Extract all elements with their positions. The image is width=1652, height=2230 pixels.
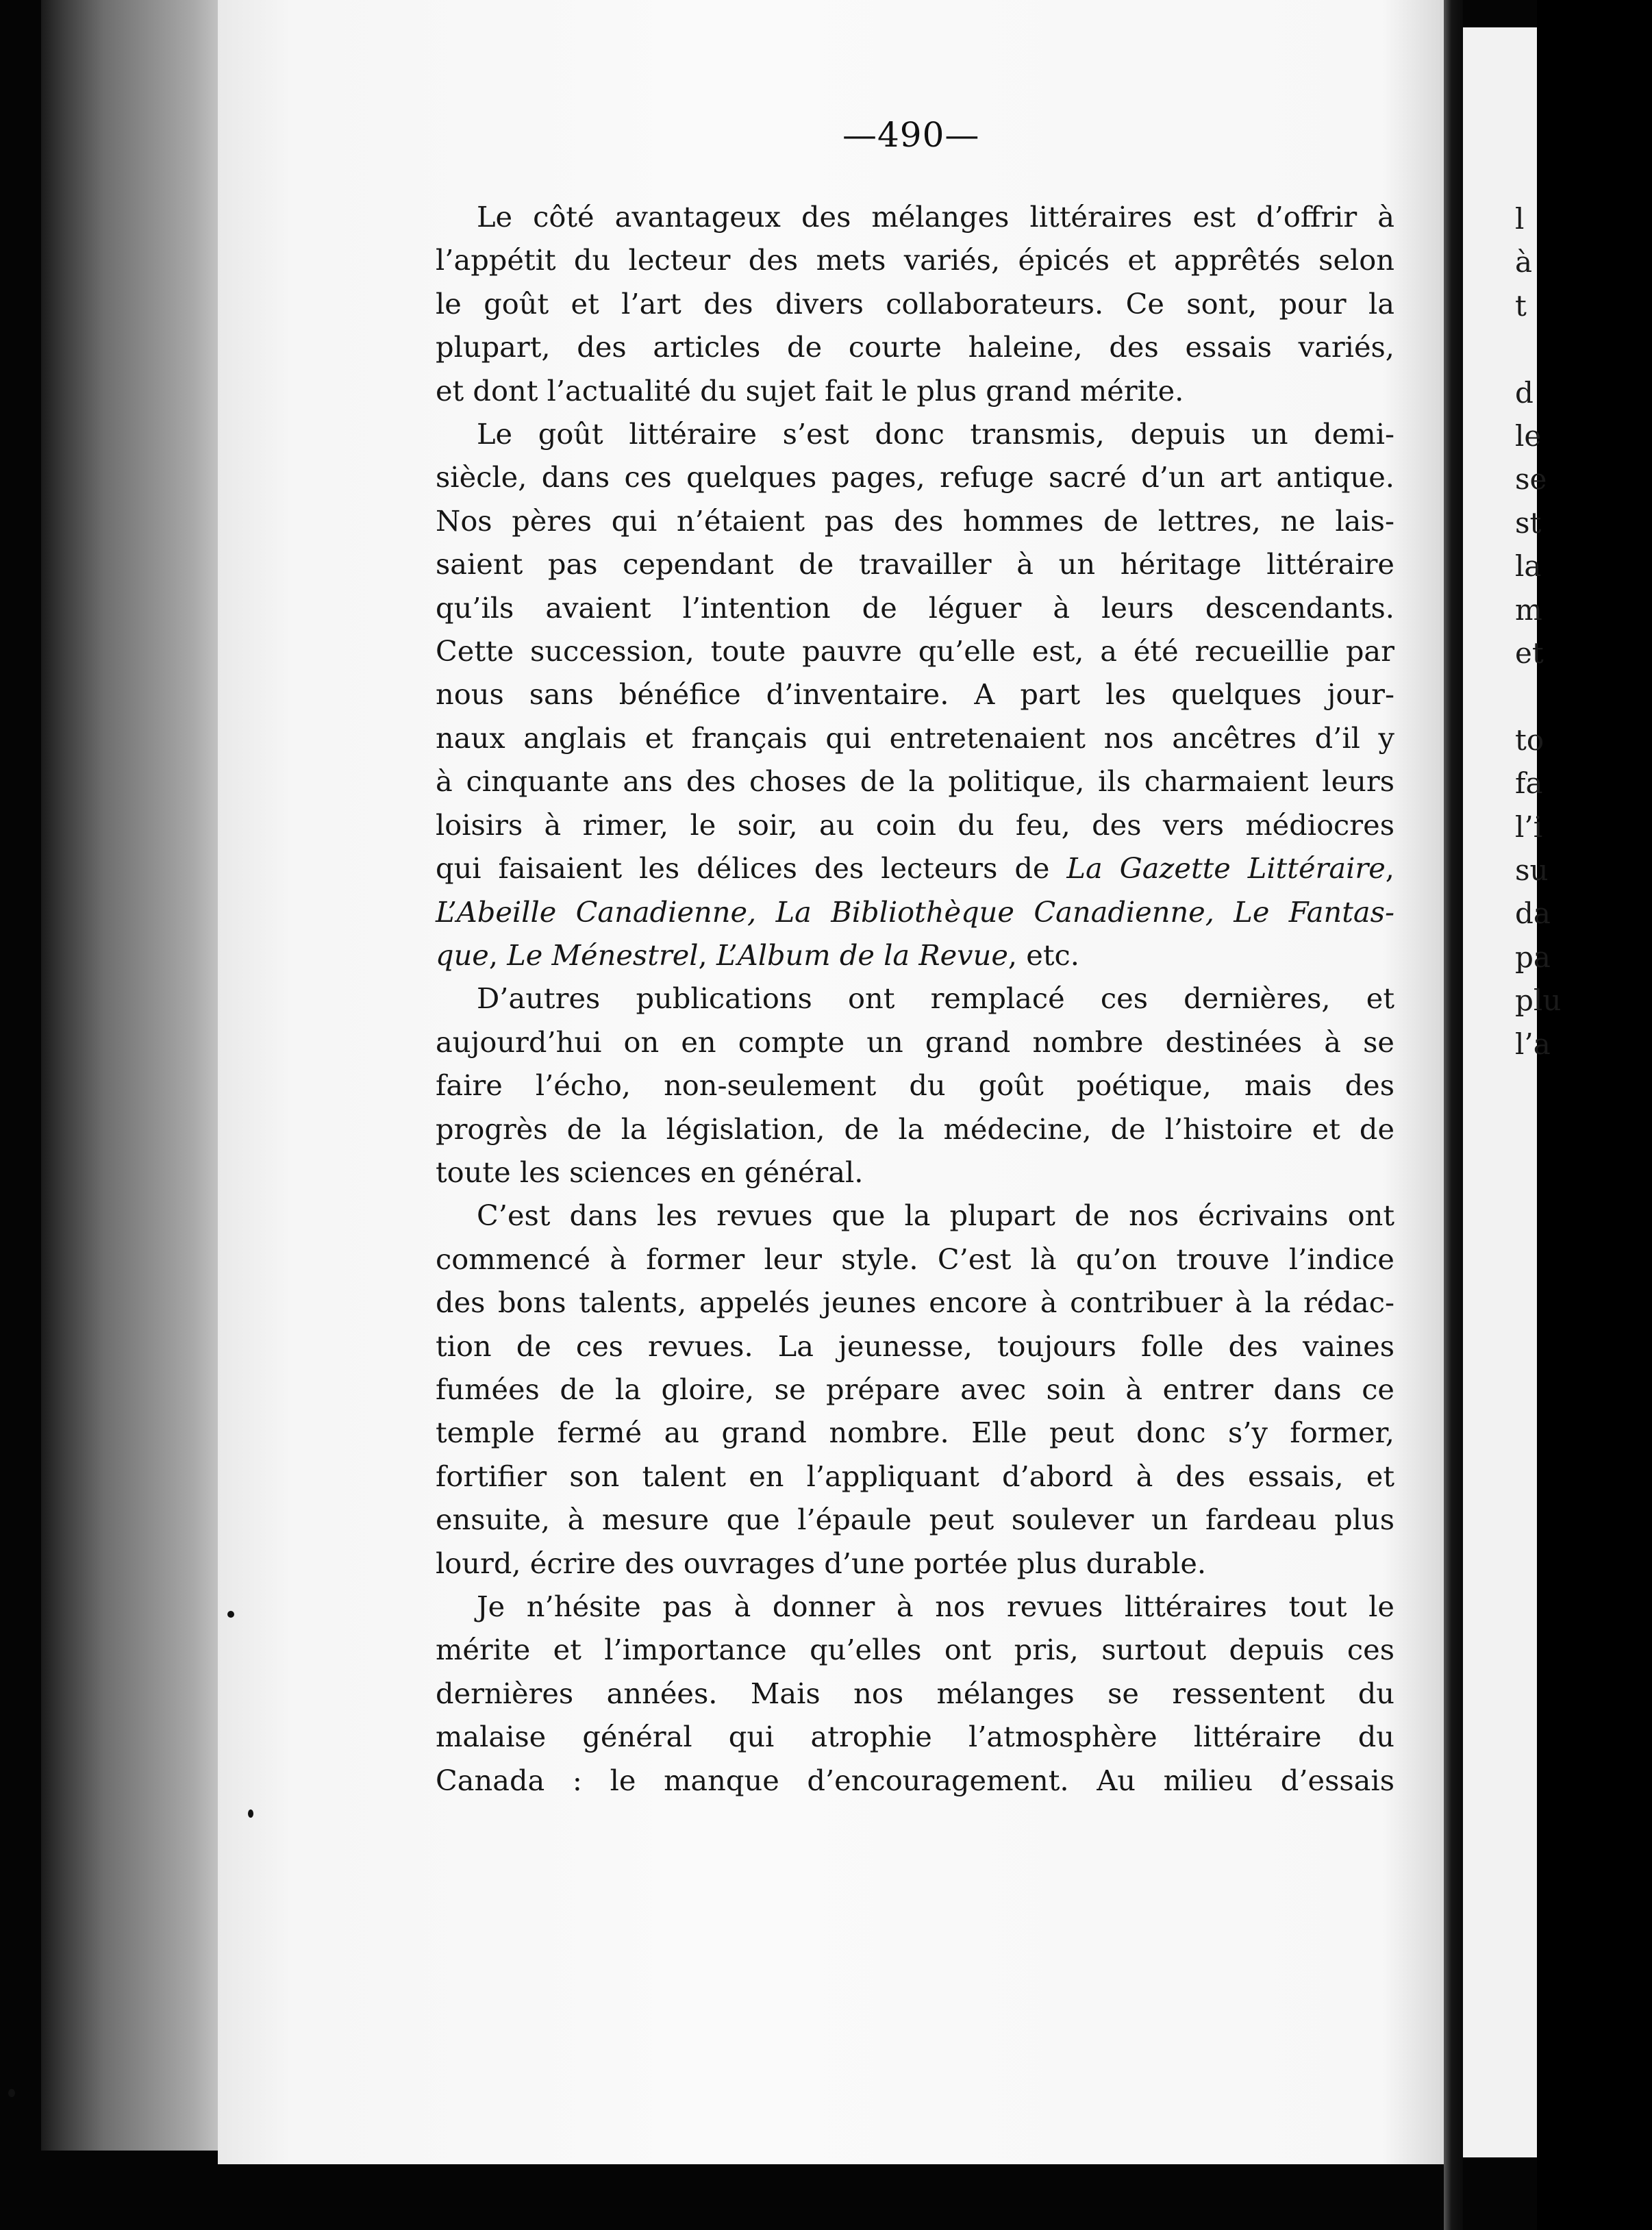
text-line: qu’ils avaient l’intention de léguer à leurs descendants.	[436, 590, 1394, 625]
text-line: dernières années. Mais nos mélanges se ressentent du	[436, 1676, 1394, 1710]
text-line: siècle, dans ces quelques pages, refuge sacré d’un art antique.	[436, 460, 1394, 494]
text-line: tion de ces revues. La jeunesse, toujours folle des vaines	[436, 1329, 1394, 1363]
text-line: Canada : le manque d’encouragement. Au milieu d’essais	[436, 1763, 1394, 1797]
text-line-italic: L’Abeille Canadienne, La Bibliothèque Canadienne, Le Fantas-	[436, 894, 1394, 929]
text-line: fortifier son talent en l’appliquant d’abord à des essais, et	[436, 1459, 1394, 1493]
text-line: toute les sciences en général.	[436, 1155, 864, 1189]
text-line: loisirs à rimer, le soir, au coin du feu, des vers médiocres	[436, 807, 1394, 842]
paragraph-2	[436, 412, 1394, 977]
adjacent-page-letter: l’i	[1515, 810, 1543, 844]
text-line: saient pas cependant de travailler à un héritage littéraire	[436, 547, 1394, 581]
adjacent-page-letter: à	[1515, 245, 1533, 279]
adjacent-page-letter: la	[1515, 549, 1542, 584]
adjacent-page-letter: pa	[1515, 940, 1551, 974]
adjacent-page-letter: da	[1515, 897, 1551, 931]
text-line: Nos pères qui n’étaient pas des hommes de lettres, ne lais-	[436, 503, 1394, 538]
text-line: l’appétit du lecteur des mets variés, épicés et apprêtés selon	[436, 243, 1394, 277]
adjacent-page-letter: su	[1515, 853, 1549, 887]
adjacent-page-letter: st	[1515, 505, 1542, 540]
page-edge-shadow	[1444, 0, 1463, 2230]
text-line: aujourd’hui on en compte un grand nombre destinées à se	[436, 1025, 1394, 1059]
adjacent-page-letter: t	[1515, 288, 1527, 323]
binding-gutter-shadow	[41, 0, 221, 2151]
adjacent-page-letter: fa	[1515, 766, 1543, 801]
paragraph-3	[436, 977, 1394, 1194]
adjacent-page-letter: et	[1515, 636, 1544, 670]
text-line: nous sans bénéfice d’inventaire. A part les quelques jour-	[436, 677, 1394, 712]
page-body-text	[436, 195, 1394, 1802]
paragraph-5	[436, 1585, 1394, 1802]
adjacent-page-letter: d	[1515, 375, 1534, 410]
text-line: qui faisaient les délices des lecteurs de La Gazette Littéraire,	[436, 851, 1394, 886]
text-line: malaise général qui atrophie l’atmosphère littéraire du	[436, 1720, 1394, 1754]
text-line: Cette succession, toute pauvre qu’elle est, a été recueillie par	[436, 634, 1394, 668]
text-line: Je n’hésite pas à donner à nos revues littéraires tout le	[477, 1590, 1394, 1623]
text-line: à cinquante ans des choses de la politique, ils charmaient leurs	[436, 764, 1394, 799]
adjacent-page-letter: l	[1515, 202, 1525, 236]
scan-speck	[227, 1611, 234, 1618]
paragraph-1	[436, 195, 1394, 412]
adjacent-page-letter: se	[1515, 462, 1547, 497]
text-line: le goût et l’art des divers collaborateurs. Ce sont, pour la	[436, 286, 1394, 321]
adjacent-page-letter: to	[1515, 723, 1544, 757]
text-line: que, Le Ménestrel, L’Album de la Revue, etc.	[436, 938, 1079, 972]
text-line: Le côté avantageux des mélanges littéraires est d’offrir à	[477, 200, 1394, 234]
text-line: lourd, écrire des ouvrages d’une portée plus durable.	[436, 1546, 1207, 1580]
text-line: des bons talents, appelés jeunes encore à contribuer à la rédac-	[436, 1286, 1394, 1320]
text-line: fumées de la gloire, se prépare avec soin à entrer dans ce	[436, 1372, 1394, 1406]
adjacent-page-fragment	[1463, 27, 1562, 2157]
text-line: naux anglais et français qui entretenaient nos ancêtres d’il y	[436, 721, 1394, 755]
adjacent-page-letter: m	[1515, 592, 1542, 627]
adjacent-page-letter: plu	[1515, 984, 1562, 1018]
text-line: Le goût littéraire s’est donc transmis, depuis un demi-	[477, 417, 1394, 451]
text-line: mérite et l’importance qu’elles ont pris, surtout depuis ces	[436, 1633, 1394, 1667]
adjacent-page-letter: l’a	[1515, 1027, 1551, 1061]
text-line: commencé à former leur style. C’est là qu’on trouve l’indice	[436, 1242, 1394, 1276]
scan-speck	[8, 2089, 15, 2097]
adjacent-page-letter: le	[1515, 419, 1542, 453]
text-line: faire l’écho, non-seulement du goût poétique, mais des	[436, 1068, 1394, 1103]
text-line: temple fermé au grand nombre. Elle peut donc s’y former,	[436, 1416, 1394, 1450]
text-line: C’est dans les revues que la plupart de nos écrivains ont	[477, 1199, 1394, 1233]
scan-speck	[248, 1809, 253, 1818]
text-line: progrès de la législation, de la médecine, de l’histoire et de	[436, 1112, 1394, 1146]
page-number: —490—	[842, 115, 980, 155]
text-line: et dont l’actualité du sujet fait le plus grand mérite.	[436, 373, 1184, 408]
paragraph-4	[436, 1194, 1394, 1585]
text-line: plupart, des articles de courte haleine, des essais variés,	[436, 330, 1394, 364]
text-line: D’autres publications ont remplacé ces dernières, et	[477, 981, 1394, 1016]
text-line: ensuite, à mesure que l’épaule peut soulever un fardeau plus	[436, 1503, 1394, 1537]
